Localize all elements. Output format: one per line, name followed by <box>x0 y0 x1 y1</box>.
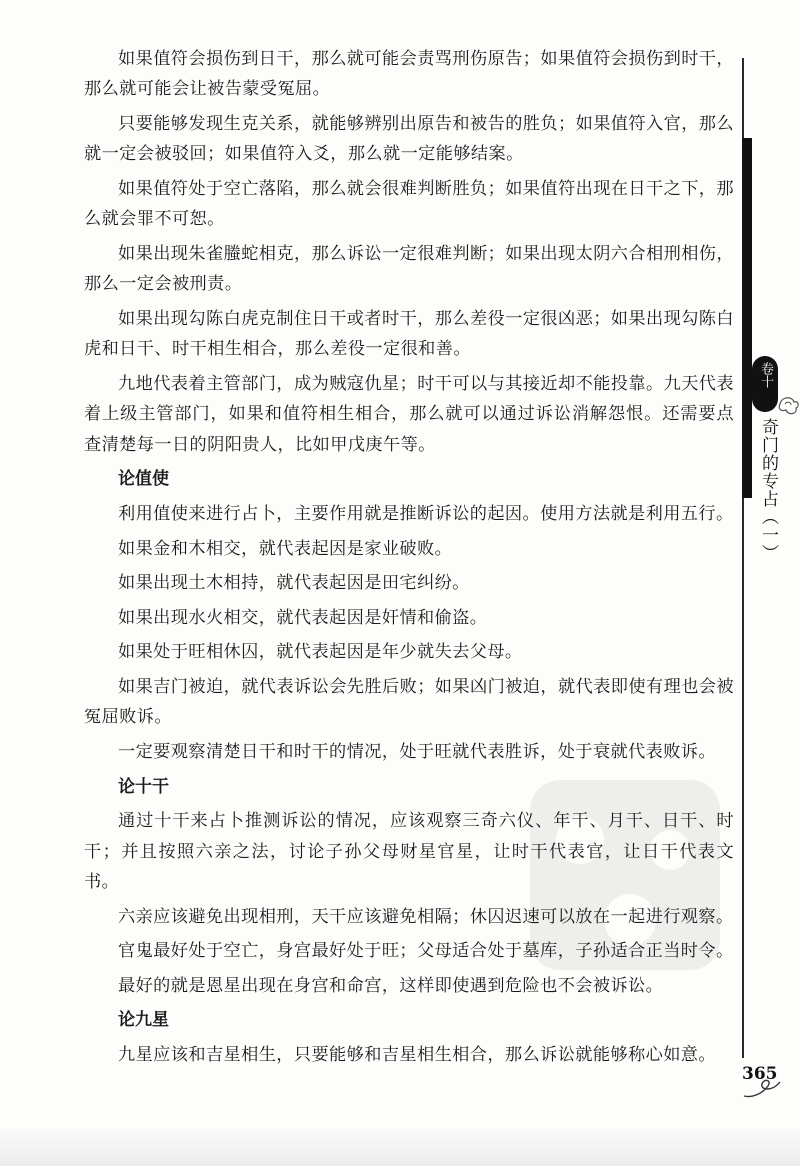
section-heading: 论九星 <box>118 1010 169 1031</box>
main-text <box>84 44 734 1075</box>
paragraph: 九星应该和吉星相生，只要能够和吉星相生相合，那么诉讼就能够称心如意。 <box>118 1044 716 1065</box>
paragraph: 六亲应该避免出现相刑，天干应该避免相隔；休囚迟速可以放在一起进行观察。 <box>118 906 734 927</box>
paragraph: 最好的就是恩星出现在身宫和命宫，这样即使遇到危险也不会被诉讼。 <box>118 975 664 996</box>
section-heading: 论值使 <box>118 469 169 490</box>
volume-badge <box>752 356 778 412</box>
section-heading: 论十干 <box>118 776 169 797</box>
chapter-title: 奇门的专占（一） <box>758 418 778 562</box>
cloud-ornament-icon <box>778 390 800 418</box>
paragraph: 如果值符处于空亡落陷，那么就会很难判断胜负；如果值符出现在日干之下，那么就会罪不可恕。 <box>84 179 734 230</box>
scan-bottom-edge <box>0 1128 800 1166</box>
paragraph: 如果值符会损伤到日干，那么就可能会责骂刑伤原告；如果值符会损伤到时干，那么就可能会让被告蒙受冤屈。 <box>84 49 734 100</box>
paragraph: 利用值使来进行占卜，主要作用就是推断诉讼的起因。使用方法就是利用五行。 <box>118 504 734 524</box>
volume-label: 卷十 <box>758 362 773 388</box>
paragraph: 只要能够发现生克关系，就能够辨别出原告和被告的胜负；如果值符入官，那么就一定会被驳回；如果值符入爻，那么就一定能够结案。 <box>84 114 734 165</box>
page-number-swirl-icon <box>742 1076 782 1100</box>
paragraph: 官鬼最好处于空亡，身宫最好处于旺；父母适合处于墓库，子孙适合正当时令。 <box>118 941 734 962</box>
page-edge-line-lower <box>742 498 744 1058</box>
paragraph: 如果出现土木相持，就代表起因是田宅纠纷。 <box>118 573 470 594</box>
paragraph: 一定要观察清楚日干和时干的情况，处于旺就代表胜诉，处于衰就代表败诉。 <box>118 741 716 762</box>
chapter-side-bar <box>742 138 752 498</box>
paragraph: 如果金和木相交，就代表起因是家业破败。 <box>118 538 453 559</box>
paragraph: 如果处于旺相休囚，就代表起因是年少就失去父母。 <box>118 642 523 663</box>
paragraph: 通过十干来占卜推测诉讼的情况，应该观察三奇六仪、年干、月干、日干、时干；并且按照六亲之法，讨论子孙父母财星官星，让时干代表官，让日干代表文书。 <box>84 811 734 892</box>
paragraph: 如果出现水火相交，就代表起因是奸情和偷盗。 <box>118 607 488 628</box>
paragraph: 如果出现朱雀螣蛇相克，那么诉讼一定很难判断；如果出现太阴六合相刑相伤，那么一定会被刑责。 <box>84 244 734 295</box>
page-edge-line <box>742 58 744 138</box>
paragraph: 如果出现勾陈白虎克制住日干或者时干，那么差役一定很凶恶；如果出现勾陈白虎和日干、时干相生相合，那么差役一定很和善。 <box>84 309 734 360</box>
paragraph: 九地代表着主管部门，成为贼寇仇星；时干可以与其接近却不能投靠。九天代表着上级主管部门，如果和值符相生相合，那么就可以通过诉讼消解怨恨。还需要点查清楚每一日的阴阳贵人，比如甲戊庚午等。 <box>84 374 734 455</box>
page-number: 365 <box>742 1064 778 1084</box>
paragraph: 如果吉门被迫，就代表诉讼会先胜后败；如果凶门被迫，就代表即使有理也会被冤屈败诉。 <box>84 676 734 728</box>
